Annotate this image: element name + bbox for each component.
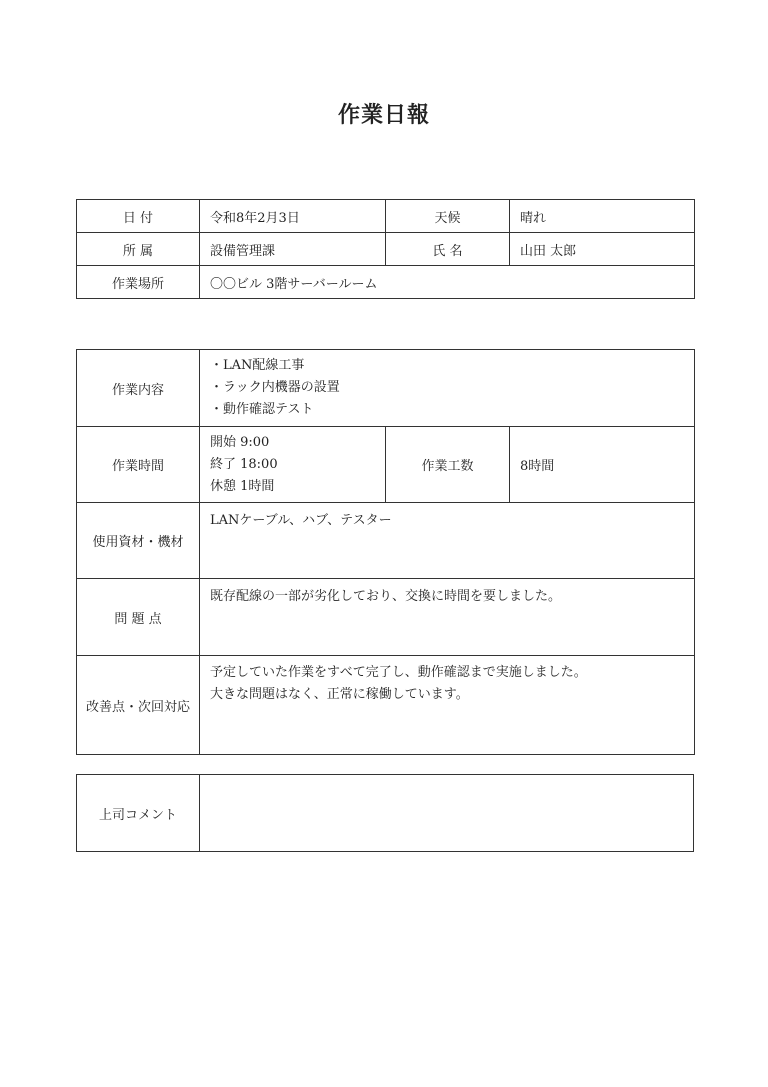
name-value[interactable]: 山田 太郎 bbox=[510, 233, 695, 266]
table-row bbox=[77, 579, 695, 656]
hours-value[interactable]: 8時間 bbox=[510, 427, 695, 503]
weather-label: 天候 bbox=[386, 200, 510, 233]
content-item: ・ラック内機器の設置 bbox=[210, 380, 340, 395]
comment-table bbox=[76, 774, 694, 852]
place-label: 作業場所 bbox=[77, 266, 200, 299]
dept-value[interactable]: 設備管理課 bbox=[200, 233, 386, 266]
table-row bbox=[77, 266, 695, 299]
content-item: ・動作確認テスト bbox=[210, 402, 314, 417]
improve-line: 大きな問題はなく、正常に稼働しています。 bbox=[210, 687, 469, 702]
table-row bbox=[77, 656, 695, 755]
materials-value[interactable]: LANケーブル、ハブ、テスター bbox=[200, 503, 695, 579]
issues-label: 問 題 点 bbox=[77, 579, 200, 656]
content-label: 作業内容 bbox=[77, 350, 200, 427]
comment-value[interactable] bbox=[200, 775, 694, 852]
date-value[interactable]: 令和8年2月3日 bbox=[200, 200, 386, 233]
date-label: 日 付 bbox=[77, 200, 200, 233]
place-value[interactable]: 〇〇ビル 3階サーバールーム bbox=[200, 266, 695, 299]
issues-value[interactable]: 既存配線の一部が劣化しており、交換に時間を要しました。 bbox=[200, 579, 695, 656]
content-value[interactable] bbox=[200, 350, 695, 427]
hours-label: 作業工数 bbox=[386, 427, 510, 503]
table-row bbox=[77, 233, 695, 266]
name-label: 氏 名 bbox=[386, 233, 510, 266]
start-time: 開始 9:00 bbox=[210, 434, 270, 450]
table-row bbox=[77, 350, 695, 427]
content-item: ・LAN配線工事 bbox=[210, 358, 305, 373]
work-detail-table bbox=[76, 349, 695, 755]
table-row bbox=[77, 427, 695, 503]
time-value[interactable] bbox=[200, 427, 386, 503]
end-time: 終了 18:00 bbox=[210, 456, 278, 472]
improve-value[interactable] bbox=[200, 656, 695, 755]
table-row bbox=[77, 503, 695, 579]
improve-line: 予定していた作業をすべて完了し、動作確認まで実施しました。 bbox=[210, 665, 587, 680]
table-row bbox=[77, 200, 695, 233]
break-time: 休憩 1時間 bbox=[210, 478, 275, 494]
improve-label: 改善点・次回対応 bbox=[77, 656, 200, 755]
page-title: 作業日報 bbox=[337, 102, 430, 128]
dept-label: 所 属 bbox=[77, 233, 200, 266]
table-row bbox=[77, 775, 694, 852]
comment-label: 上司コメント bbox=[77, 775, 200, 852]
materials-label: 使用資材・機材 bbox=[77, 503, 200, 579]
time-label: 作業時間 bbox=[77, 427, 200, 503]
header-info-table bbox=[76, 199, 695, 299]
weather-value[interactable]: 晴れ bbox=[510, 200, 695, 233]
